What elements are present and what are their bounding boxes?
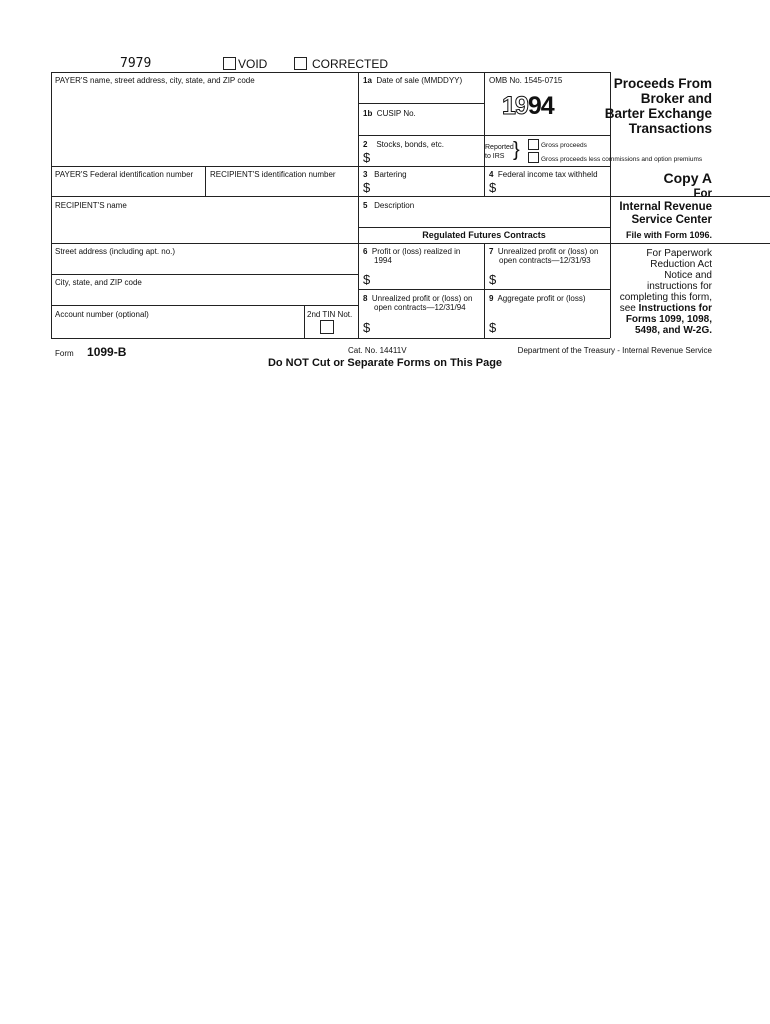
file-with-label: File with Form 1096. bbox=[625, 230, 712, 240]
paperwork-line-6 bbox=[620, 303, 712, 314]
box-8-label-2: open contracts—12/31/94 bbox=[374, 303, 466, 312]
box-9-label: Aggregate profit or (loss) bbox=[497, 294, 586, 303]
box-3 bbox=[363, 170, 407, 180]
futures-header: Regulated Futures Contracts bbox=[422, 230, 546, 240]
box-2-label: Stocks, bonds, etc. bbox=[376, 140, 444, 149]
paperwork-line-1: For Paperwork bbox=[646, 248, 712, 259]
box-7-number: 7 bbox=[489, 247, 494, 256]
tax-year-suffix: 94 bbox=[527, 92, 554, 120]
box-8-dollar: $ bbox=[363, 320, 371, 335]
box-3-number: 3 bbox=[363, 170, 368, 179]
gross-less-commissions-label: Gross proceeds less commissions and option premiums bbox=[541, 156, 703, 163]
box-8-label-1: Unrealized profit or (loss) on bbox=[371, 294, 473, 303]
form-top-border bbox=[51, 72, 610, 73]
omb-number: OMB No. 1545-0715 bbox=[489, 76, 563, 85]
line-futures bbox=[358, 227, 610, 228]
void-checkbox[interactable] bbox=[223, 57, 236, 70]
fid-divider bbox=[205, 166, 206, 196]
box-3-dollar: $ bbox=[363, 180, 371, 195]
reported-brace-icon: } bbox=[513, 139, 520, 161]
copy-for-line-3: Service Center bbox=[631, 214, 712, 226]
payer-label: PAYER'S name, street address, city, state, and ZIP code bbox=[55, 76, 255, 85]
title-line-4: Transactions bbox=[628, 121, 712, 136]
title-line-3: Barter Exchange bbox=[604, 106, 712, 121]
line-box8 bbox=[358, 289, 610, 290]
department-label: Department of the Treasury - Internal Revenue Service bbox=[517, 346, 712, 355]
form-name: 1099-B bbox=[87, 345, 127, 359]
form-word: Form bbox=[55, 349, 74, 358]
tin-notice-label: 2nd TIN Not. bbox=[307, 310, 353, 319]
box-7-label-2: open contracts—12/31/93 bbox=[499, 256, 591, 265]
corrected-checkbox[interactable] bbox=[294, 57, 307, 70]
box-1a bbox=[363, 76, 462, 86]
col2-border bbox=[484, 72, 485, 196]
line-box2 bbox=[358, 135, 610, 136]
gross-proceeds-checkbox[interactable] bbox=[528, 139, 539, 150]
tin-divider bbox=[304, 305, 305, 338]
box-4-label: Federal income tax withheld bbox=[497, 170, 598, 179]
paperwork-instructions: Instructions for bbox=[638, 303, 712, 314]
copy-for bbox=[619, 188, 712, 227]
line-payer-fid bbox=[51, 166, 610, 167]
box-9-number: 9 bbox=[489, 294, 494, 303]
recipient-name-label: RECIPIENT'S name bbox=[55, 201, 127, 210]
paperwork-line-4: instructions for bbox=[646, 281, 712, 292]
box-2-dollar: $ bbox=[363, 150, 371, 165]
box-6-dollar: $ bbox=[363, 272, 371, 287]
recipient-id-label: RECIPIENT'S identification number bbox=[210, 170, 336, 179]
account-label: Account number (optional) bbox=[55, 310, 149, 319]
reported-line-2: to IRS bbox=[485, 153, 505, 160]
catalog-number: Cat. No. 14411V bbox=[348, 346, 407, 355]
box-1b-number: 1b bbox=[363, 109, 373, 118]
form-code: 7979 bbox=[120, 56, 152, 71]
city-label: City, state, and ZIP code bbox=[55, 278, 142, 287]
reported-line-1: Reported bbox=[485, 144, 514, 151]
form-left-border bbox=[51, 72, 52, 338]
tin-notice-checkbox[interactable] bbox=[320, 320, 334, 334]
box-2-number: 2 bbox=[363, 140, 368, 149]
box-1a-number: 1a bbox=[363, 76, 372, 85]
do-not-cut-notice: Do NOT Cut or Separate Forms on This Page bbox=[267, 357, 503, 369]
tax-year-prefix: 19 bbox=[502, 92, 528, 120]
tax-year bbox=[502, 92, 554, 121]
paperwork-see: see bbox=[619, 303, 636, 314]
box-6-number: 6 bbox=[363, 247, 368, 256]
paperwork-notice bbox=[620, 248, 712, 336]
box-1a-label: Date of sale (MMDDYY) bbox=[376, 76, 463, 85]
box-9-dollar: $ bbox=[489, 320, 497, 335]
box-5-number: 5 bbox=[363, 201, 368, 210]
paperwork-line-5: completing this form, bbox=[619, 292, 712, 303]
line-1a-1b bbox=[358, 103, 484, 104]
copy-for-line-1: For bbox=[693, 188, 712, 200]
copy-for-line-2: Internal Revenue bbox=[619, 201, 712, 213]
box-4-number: 4 bbox=[489, 170, 494, 179]
box-7-label-1: Unrealized profit or (loss) on bbox=[497, 247, 599, 256]
box-2 bbox=[363, 140, 444, 150]
box-4 bbox=[489, 170, 598, 180]
box-1b-label: CUSIP No. bbox=[376, 109, 416, 118]
col1-border bbox=[358, 72, 359, 338]
void-label: VOID bbox=[238, 57, 268, 71]
title-line-1: Proceeds From bbox=[613, 76, 712, 91]
gross-less-commissions-checkbox[interactable] bbox=[528, 152, 539, 163]
paperwork-line-7: Forms 1099, 1098, bbox=[625, 314, 712, 325]
line-city bbox=[51, 274, 358, 275]
box-5-label: Description bbox=[374, 201, 415, 210]
copy-a-label: Copy A bbox=[663, 170, 712, 186]
box-7-dollar: $ bbox=[489, 272, 497, 287]
line-street bbox=[51, 243, 770, 244]
box-6-label-2: 1994 bbox=[374, 256, 392, 265]
paperwork-line-2: Reduction Act bbox=[650, 259, 712, 270]
line-account bbox=[51, 305, 358, 306]
box-9 bbox=[489, 294, 586, 304]
street-label: Street address (including apt. no.) bbox=[55, 247, 176, 256]
title-line-2: Broker and bbox=[640, 91, 712, 106]
box-5 bbox=[363, 201, 414, 211]
gross-proceeds-label: Gross proceeds bbox=[541, 142, 587, 149]
box-1b bbox=[363, 109, 416, 119]
paperwork-line-3: Notice and bbox=[664, 270, 712, 281]
col2-border-lower bbox=[484, 243, 485, 338]
form-bottom-border bbox=[51, 338, 610, 339]
box-8-number: 8 bbox=[363, 294, 368, 303]
box-6-label-1: Profit or (loss) realized in bbox=[371, 247, 461, 256]
reported-to-irs bbox=[485, 143, 514, 161]
box-3-label: Bartering bbox=[374, 170, 407, 179]
corrected-label: CORRECTED bbox=[312, 57, 389, 71]
payer-fid-label: PAYER'S Federal identification number bbox=[55, 170, 194, 179]
paperwork-line-8: 5498, and W-2G. bbox=[634, 325, 712, 336]
form-title bbox=[605, 76, 712, 136]
box-4-dollar: $ bbox=[489, 180, 497, 195]
